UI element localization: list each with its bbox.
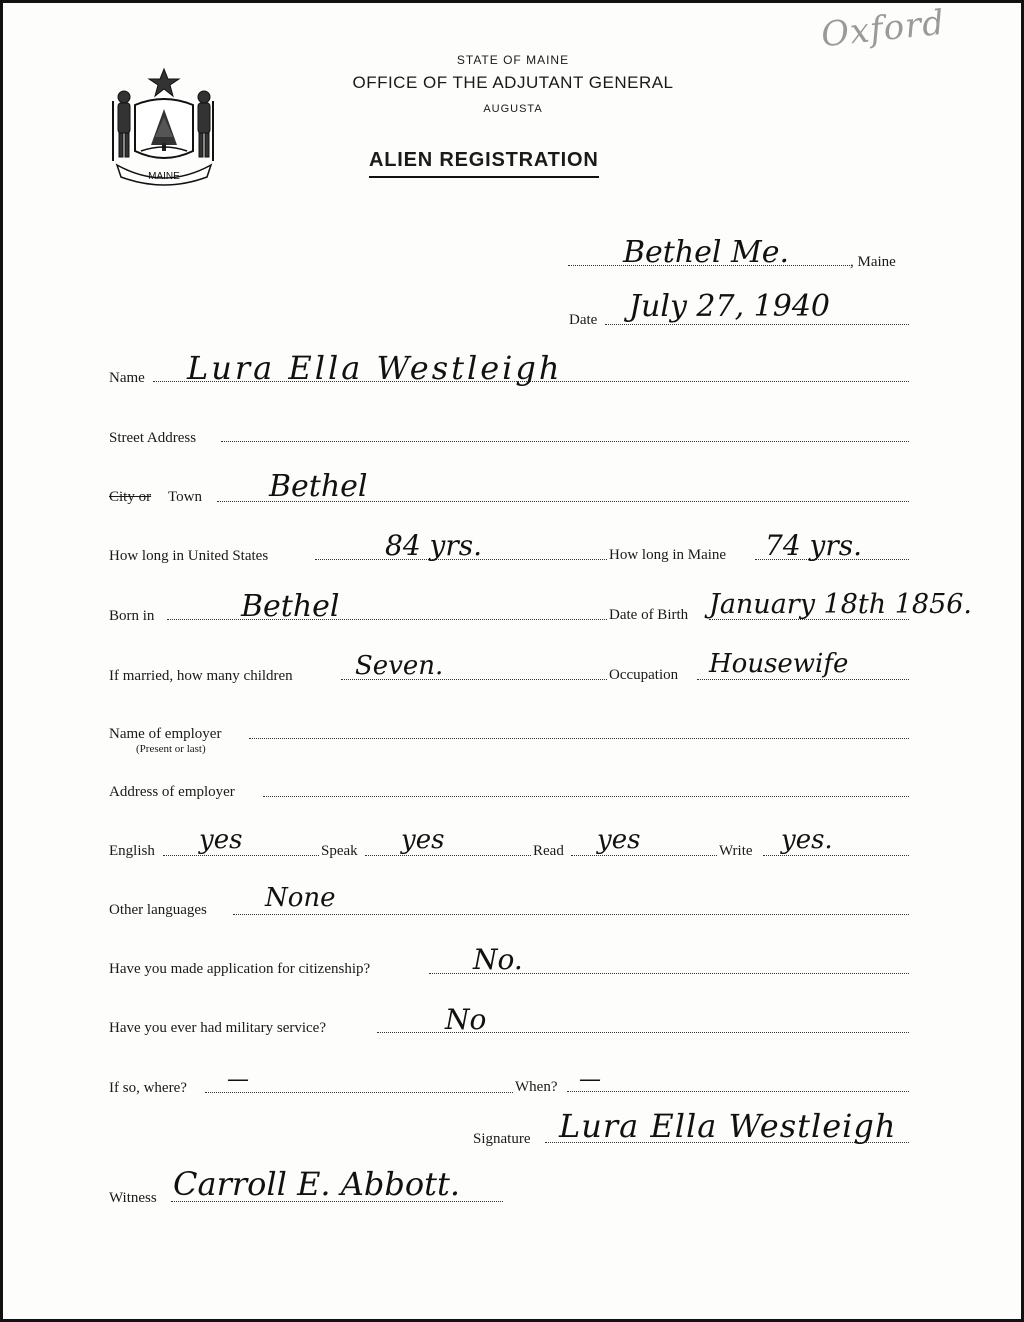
date-line [605,324,909,325]
when-value: — [579,1067,601,1092]
signature-label: Signature [473,1131,531,1147]
date-of-birth-label: Date of Birth [609,607,689,623]
years-maine-label: How long in Maine [609,547,727,563]
when-label: When? [515,1079,558,1095]
write-value: yes. [781,825,833,855]
when-line [567,1091,909,1092]
english-label: English [109,843,155,859]
years-maine-value: 74 yrs. [765,529,863,562]
citizenship-value: No. [473,943,523,976]
born-in-value: Bethel [241,589,340,624]
form-title: ALIEN REGISTRATION [369,149,599,178]
speak-line [365,855,531,856]
where-label: If so, where? [109,1080,187,1096]
where-value: — [227,1067,249,1092]
witness-value: Carroll E. Abbott. [173,1165,460,1203]
read-line [571,855,717,856]
born-in-line [167,619,607,620]
occupation-label: Occupation [609,667,679,683]
english-value: yes [199,825,243,855]
military-label: Have you ever had military service? [109,1020,326,1036]
city-label-struck: City or [109,489,152,505]
read-value: yes [597,825,641,855]
signature-value: Lura Ella Westleigh [559,1107,897,1145]
military-value: No [445,1003,487,1036]
born-in-label: Born in [109,608,155,624]
write-line [763,855,909,856]
date-label: Date [569,312,598,328]
place-value: Bethel Me. [623,235,790,270]
children-value: Seven. [355,651,444,681]
other-languages-value: None [265,883,336,913]
occupation-value: Housewife [709,649,849,679]
name-label: Name [109,370,145,386]
header-city: AUGUSTA [483,103,543,115]
date-value: July 27, 1940 [629,289,831,324]
speak-label: Speak [321,843,358,859]
header-state: STATE OF MAINE [456,53,570,67]
margin-note: Oxford [819,2,947,56]
read-label: Read [533,843,564,859]
street-address-label: Street Address [109,430,197,446]
name-value: Lura Ella Westleigh [187,349,563,387]
speak-value: yes [401,825,445,855]
employer-name-label: Name of employer [109,726,222,742]
occupation-line [697,679,909,680]
years-us-label: How long in United States [109,548,269,564]
employer-name-line [249,738,909,739]
town-value: Bethel [269,469,368,504]
other-languages-line [233,914,909,915]
children-label: If married, how many children [109,668,293,684]
english-line [163,855,319,856]
write-label: Write [719,843,753,859]
state-seal-icon [109,65,219,191]
employer-address-line [263,796,909,797]
employer-address-label: Address of employer [109,784,235,800]
where-line [205,1092,513,1093]
date-of-birth-value: January 18th 1856. [709,589,973,620]
employer-name-sublabel: (Present or last) [136,743,206,755]
header-office: OFFICE OF THE ADJUTANT GENERAL [352,73,674,92]
citizenship-label: Have you made application for citizenship? [109,961,371,977]
street-address-line [221,441,909,442]
other-languages-label: Other languages [109,902,207,918]
years-us-value: 84 yrs. [385,529,483,562]
place-label: , Maine [850,254,896,270]
seal-text: MAINE [148,171,180,182]
witness-label: Witness [109,1190,157,1206]
town-label: Town [168,489,202,505]
